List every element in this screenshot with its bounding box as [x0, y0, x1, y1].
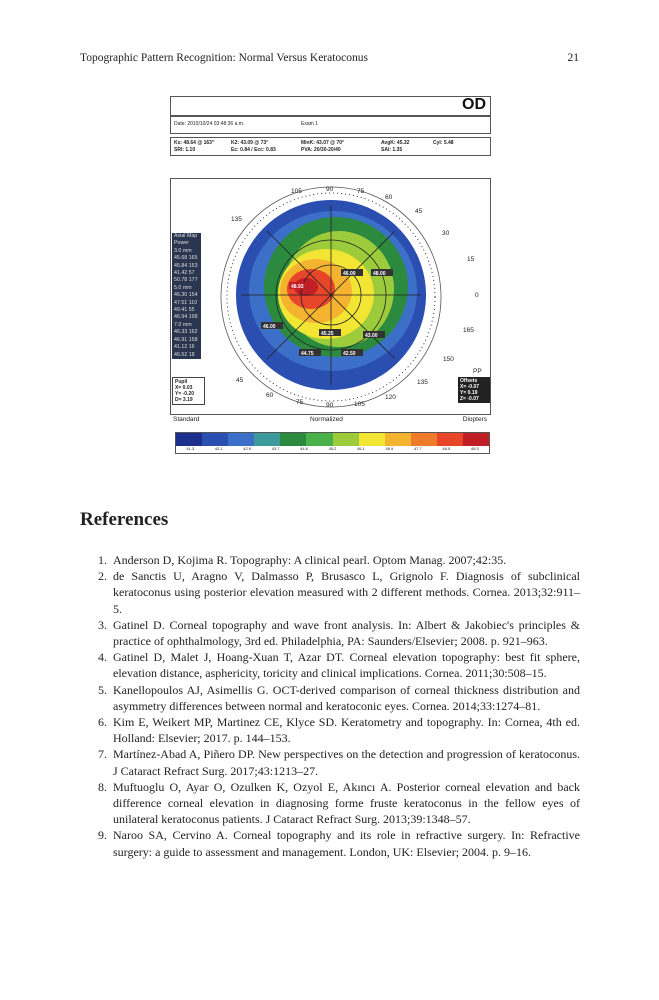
reference-number: 2.	[98, 569, 107, 584]
offset-line: Z= -0.07	[460, 396, 479, 402]
pupil-line: Pupil	[175, 379, 188, 385]
references-list	[80, 552, 580, 860]
pupil-box	[172, 377, 205, 405]
pp-label: PP	[473, 368, 482, 375]
sidebar-line: 46.33 162	[174, 329, 198, 336]
colorbar-cell	[385, 433, 412, 446]
reference-text: Naroo SA, Cervino A. Corneal topography and its role in refractive surgery. In: Refractive surgery: a guide to assessment and management. London, UK: Elsevier; 2004. p. 9–16.	[113, 828, 580, 859]
pva-value: PVA: 20/30-20/40	[301, 147, 341, 153]
reference-number: 8.	[98, 779, 107, 794]
colorbar-cell	[228, 433, 255, 446]
colorbar-cell	[254, 433, 281, 446]
reference-number: 4.	[98, 650, 107, 665]
eye-label-bar	[170, 96, 491, 116]
axis-label-45-bottom: 45	[236, 377, 244, 384]
pupil-line: Y= -0.20	[175, 391, 195, 397]
running-title: Topographic Pattern Recognition: Normal Versus Keratoconus	[80, 52, 369, 64]
sidebar-line: 46.91 158	[174, 336, 198, 343]
reference-item	[80, 649, 580, 681]
mink-value: MinK: 43.07 @ 70°	[301, 140, 345, 146]
colorbar-tick: 43.7	[271, 446, 280, 451]
colorbar-tick: 45.2	[328, 446, 337, 451]
sai-value: SAI: 1.35	[381, 147, 403, 153]
map-frame	[170, 178, 491, 415]
colorbar-cell	[202, 433, 229, 446]
keratometry-box	[170, 137, 491, 156]
sidebar-line: 41.42 57	[174, 270, 195, 277]
reference-text: Kanellopoulos AJ, Asimellis G. OCT-derived comparison of corneal thickness distribution and asymmetry differences between normal and keratoconic eyes. Cornea. 2014;33:1274–81.	[113, 682, 580, 713]
offset-line: Y= 0.19	[460, 390, 478, 396]
offset-line: X= -0.07	[460, 384, 480, 390]
reference-item	[80, 617, 580, 649]
offsets-box	[458, 377, 490, 403]
reference-item	[80, 682, 580, 714]
sidebar-line: 41.12 16	[174, 344, 195, 351]
colorbar-tick: 42.9	[243, 446, 252, 451]
reference-text: Gatinel D, Malet J, Hoang-Xuan T, Azar DT. Corneal elevation topography: best fit sphere, elevation distance, asphericity, toricity and clinical implications. Cornea. 2011;30:508–15.	[113, 650, 580, 681]
ec-value: Ec: 0.84 / Ecc: 0.83	[231, 147, 276, 153]
colorbar-tick: 49.3	[470, 446, 479, 451]
topography-map	[171, 179, 490, 414]
colorbar-cell	[411, 433, 438, 446]
reference-text: Gatinel D. Corneal topography and wave front analysis. In: Albert & Jakobiec's principles & practice of ophthalmology, 3rd ed. Philadelphia, PA: Saunders/Elsevier; 2008. p. 921–963.	[113, 617, 580, 649]
pupil-line: D= 3.19	[175, 397, 193, 403]
axis-label-135: 135	[417, 379, 428, 386]
axis-label-60-bottom: 60	[266, 392, 274, 399]
sidebar-line: 46.52 18	[174, 351, 195, 358]
sidebar-line: 7.0 mm	[174, 321, 192, 328]
colorbar-tick: 47.7	[413, 446, 422, 451]
map-sidebar	[172, 233, 201, 359]
map-annotation-7: 42.50	[343, 351, 356, 357]
exam-info-box	[170, 116, 491, 134]
reference-item	[80, 827, 580, 859]
map-annotation-6: 44.75	[301, 351, 314, 357]
page-number: 21	[567, 52, 579, 64]
topography-figure	[170, 96, 491, 457]
reference-text: Anderson D, Kojima R. Topography: A clinical pearl. Optom Manag. 2007;42:35.	[113, 553, 507, 567]
cyl-value: Cyl: 5.48	[433, 140, 454, 146]
map-annotation-4: 46.00	[263, 324, 276, 330]
reference-item	[80, 746, 580, 778]
sidebar-line: 3.0 mm	[174, 247, 192, 254]
sidebar-line: 47.51 110	[174, 299, 198, 306]
axis-label-120: 120	[385, 394, 396, 401]
k-steep: Ks: 48.64 @ 163°	[174, 140, 214, 146]
map-grid	[241, 205, 421, 385]
scale-standard: Standard	[173, 416, 200, 423]
reference-text: Martínez-Abad A, Piñero DP. New perspectives on the detection and progression of keratoconus. J Cataract Refract Surg. 2017;43:1213–27.	[113, 747, 580, 778]
reference-number: 6.	[98, 715, 107, 730]
reference-item	[80, 714, 580, 746]
sidebar-line: 45.84 153	[174, 262, 198, 269]
sidebar-line: 46.30 154	[174, 292, 198, 299]
reference-text: de Sanctis U, Aragno V, Dalmasso P, Brusasco L, Grignolo F. Diagnosis of subclinical keratoconus using posterior elevation measured with 2 different methods. Cornea. 2013;32:911–5.	[113, 569, 580, 616]
scale-normalized: Normalized	[310, 416, 343, 423]
references-title: References	[80, 509, 169, 530]
pupil-line: X= 0.03	[175, 385, 193, 391]
map-annotation-5: 45.25	[321, 331, 334, 337]
map-annotation-8: 43.00	[365, 333, 378, 339]
k2-value: K2: 43.09 @ 73°	[231, 140, 269, 146]
running-header	[80, 52, 579, 68]
colorbar-cell	[333, 433, 360, 446]
axis-label-15: 15	[467, 256, 475, 263]
colorbar-tick: 48.5	[442, 446, 451, 451]
sidebar-line: 46.94 198	[174, 314, 198, 321]
exam-label: Exam 1	[301, 121, 318, 127]
axis-label-90-bottom: 90	[326, 402, 334, 409]
colorbar-tick: 46.9	[385, 446, 394, 451]
colorbar-tick: 42.1	[214, 446, 223, 451]
colorbar-tick: 46.1	[357, 446, 365, 451]
sri-value: SRI: 1.10	[174, 147, 196, 153]
axis-label-0: 0	[475, 292, 479, 299]
offset-line: Offsets	[460, 378, 478, 384]
reference-text: Kim E, Weikert MP, Martinez CE, Klyce SD. Keratometry and topography. In: Cornea, 4th ed. Holland: Elsevier; 2017. p. 144–153.	[113, 715, 580, 746]
colorbar-cell	[280, 433, 307, 446]
map-annotation-3: 48.00	[373, 271, 386, 277]
colorbar-cell	[306, 433, 333, 446]
colorbar-tick: 44.6	[300, 446, 308, 451]
axis-label-30: 30	[442, 230, 450, 237]
reference-number: 3.	[98, 617, 107, 632]
scale-diopters: Diopters	[462, 416, 487, 423]
map-annotation-1: 48.93	[291, 284, 304, 290]
axis-label-90: 90	[326, 186, 334, 193]
axis-label-135-top: 135	[231, 216, 242, 223]
axis-label-45: 45	[415, 208, 423, 215]
sidebar-line: Power	[174, 240, 190, 247]
reference-number: 7.	[98, 747, 107, 762]
sidebar-line: 50.78 177	[174, 277, 198, 284]
colorbar	[175, 432, 490, 454]
axis-label-105-bottom: 105	[354, 401, 365, 408]
reference-number: 9.	[98, 828, 107, 843]
map-annotation-2: 46.00	[343, 271, 356, 277]
reference-number: 1.	[98, 553, 107, 567]
reference-item	[80, 552, 580, 568]
axis-label-165: 165	[463, 327, 474, 334]
reference-number: 5.	[98, 682, 107, 697]
reference-item	[80, 779, 580, 828]
reference-text: Muftuoglu O, Ayar O, Ozulken K, Ozyol E, Akıncı A. Posterior corneal elevation and back difference corneal elevation in diagnosing forme fruste keratoconus in the fellow eyes of unilateral keratoconus patients. J Cataract Refract Surg. 2013;39:1348–57.	[113, 779, 580, 827]
sidebar-line: 5.0 mm	[174, 284, 192, 291]
avgk-value: AvgK: 45.32	[381, 140, 410, 146]
colorbar-cell	[176, 433, 203, 446]
sidebar-line: 49.41 55	[174, 307, 195, 314]
sidebar-line: Axial Map	[174, 233, 198, 239]
colorbar-cell	[359, 433, 386, 446]
colorbar-cell	[463, 433, 490, 446]
sidebar-line: 45.68 165	[174, 255, 198, 262]
axis-label-150: 150	[443, 356, 454, 363]
colorbar-tick: 41.3	[186, 446, 195, 451]
exam-date: Date: 2010/10/24 03:48:36 a.m.	[174, 121, 245, 127]
axis-label-75: 75	[357, 188, 365, 195]
reference-item	[80, 568, 580, 617]
axis-label-75-bottom: 75	[296, 399, 304, 406]
axis-label-60: 60	[385, 194, 393, 201]
colorbar-cell	[437, 433, 464, 446]
eye-label: OD	[462, 96, 486, 113]
axis-label-105: 105	[291, 188, 302, 195]
